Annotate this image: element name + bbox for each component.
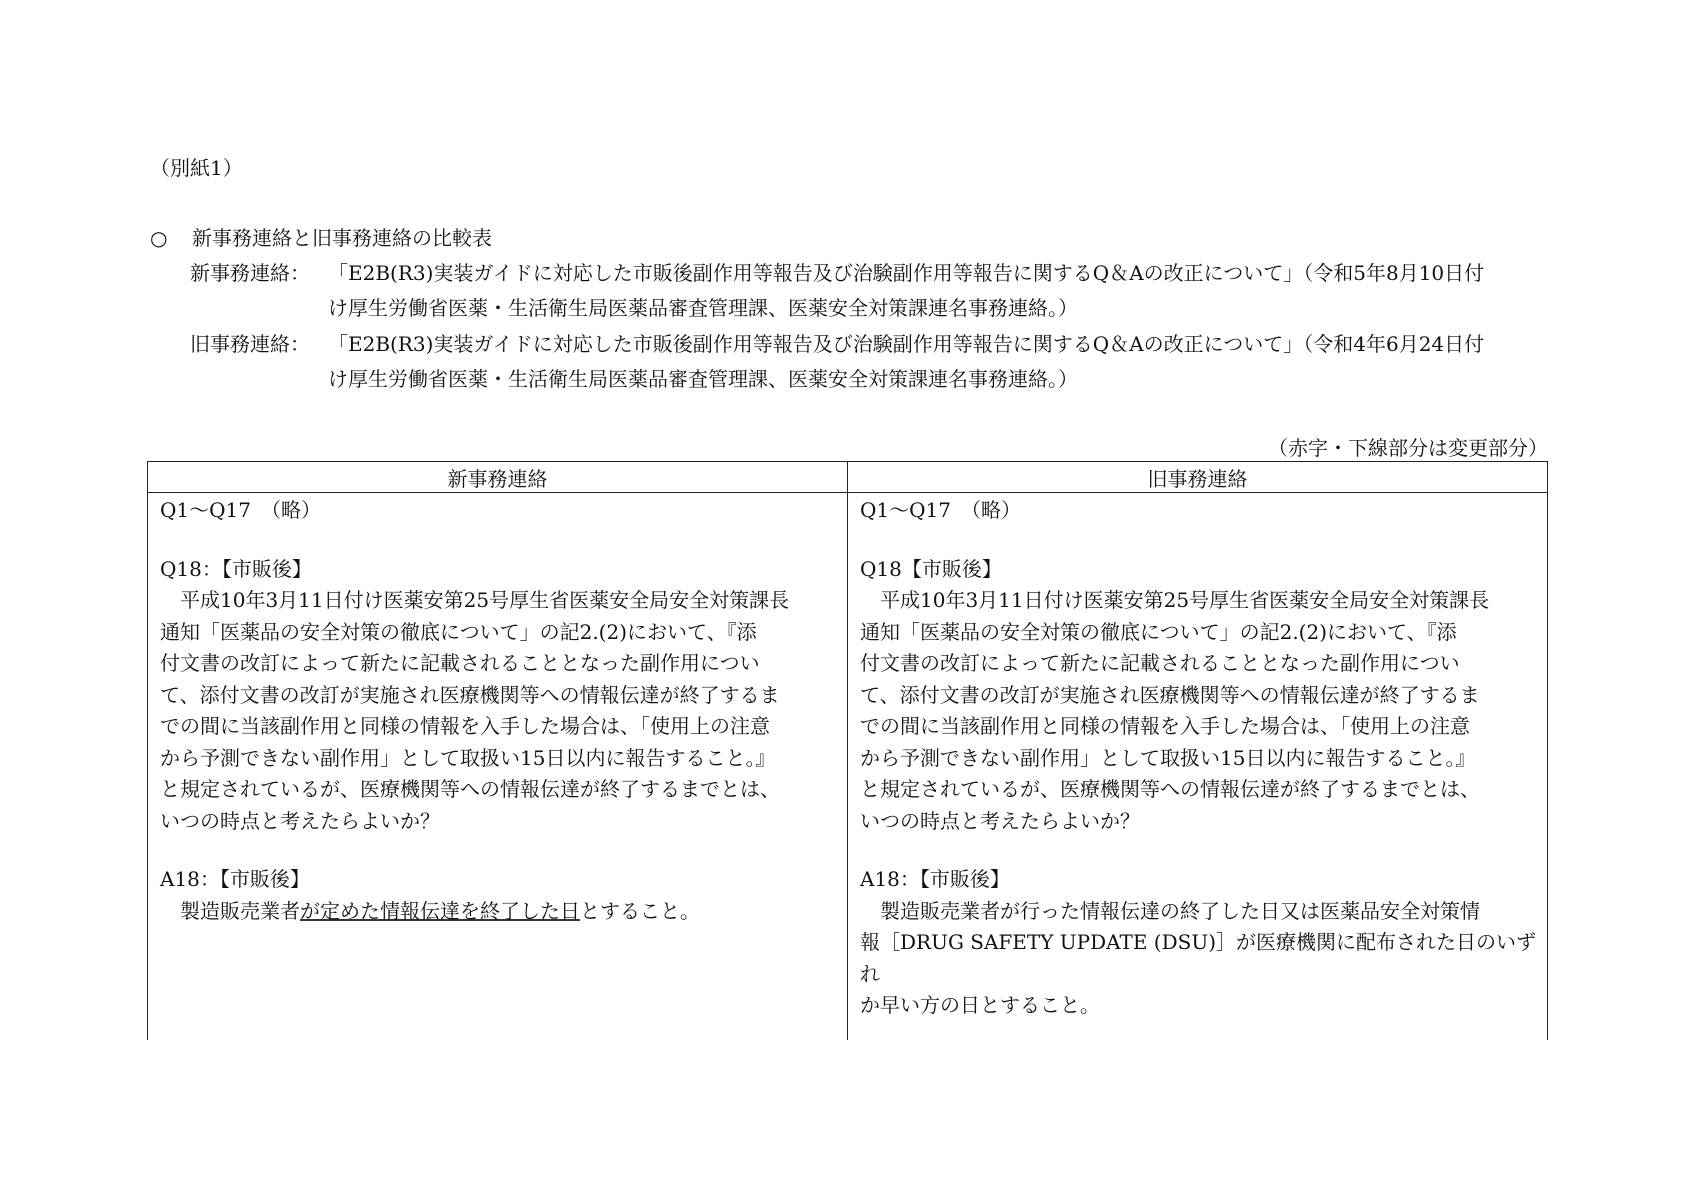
old-q18-line: と規定されているが、医療機関等への情報伝達が終了するまでとは、 [860,777,1480,801]
old-q18-line: 平成10年3月11日付け医薬安第25号厚生省医薬安全局安全対策課長 [880,588,1490,612]
comparison-table [147,461,1548,1040]
new-notice-label: 新事務連絡： [190,261,310,285]
old-q18-line: て、添付文書の改訂が実施され医療機関等への情報伝達が終了するま [860,682,1480,707]
table-header-row [148,462,1548,493]
old-q18-line: 通知「医薬品の安全対策の徹底について」の記2.(2)において、『添 [860,619,1457,644]
change-note: （赤字・下線部分は変更部分） [1268,436,1548,460]
old-notice-label: 旧事務連絡： [190,332,310,356]
circle-bullet-icon: ○ [150,226,168,250]
new-a18-label: A18：【市販後】 [160,867,310,891]
annex-label: （別紙1） [150,156,243,180]
new-a18-text-pre: 製造販売業者 [180,898,300,923]
old-a18-line: 報［DRUG SAFETY UPDATE (DSU)］が医療機関に配布された日のいずれ [860,930,1536,986]
new-notice-reference [190,257,1484,286]
new-q-range: Q1～Q17 （略） [160,498,321,522]
old-q18-line: での間に当該副作用と同様の情報を入手した場合は、「使用上の注意 [860,714,1470,738]
new-q18-line: から予測できない副作用」として取扱い15日以内に報告すること。』 [160,745,776,770]
new-q18-line: 付文書の改訂によって新たに記載されることとなった副作用につい [160,651,760,675]
old-notice-title-line2: け厚生労働省医薬・生活衛生局医薬品審査管理課、医薬安全対策課連名事務連絡。） [328,367,1078,391]
old-notice-reference [190,328,1484,357]
new-q18-line: と規定されているが、医療機関等への情報伝達が終了するまでとは、 [160,777,780,801]
new-q18-line: いつの時点と考えたらよいか？ [160,808,440,833]
old-q18-line: 付文書の改訂によって新たに記載されることとなった副作用につい [860,651,1460,675]
old-a18-label: A18：【市販後】 [860,867,1010,891]
new-notice-title-line1: 「E2B(R3)実装ガイドに対応した市販後副作用等報告及び治験副作用等報告に関するQ＆Aの改正について」（令和5年8月10日付 [328,261,1485,285]
new-a18-changed-text: が定めた情報伝達を終了した日 [300,898,580,923]
old-q-range: Q1～Q17 （略） [860,498,1021,522]
header-new-notice: 新事務連絡 [148,462,848,493]
new-a18-answer [160,896,837,928]
old-notice-title-line1: 「E2B(R3)実装ガイドに対応した市販後副作用等報告及び治験副作用等報告に関するQ＆Aの改正について」（令和4年6月24日付 [328,332,1485,356]
new-q18-line: 通知「医薬品の安全対策の徹底について」の記2.(2)において、『添 [160,619,757,644]
new-a18-text-post: とすること。 [580,898,700,923]
new-q18-line: での間に当該副作用と同様の情報を入手した場合は、「使用上の注意 [160,714,770,738]
old-q18-line: から予測できない副作用」として取扱い15日以内に報告すること。』 [860,745,1476,770]
new-q18-label: Q18：【市販後】 [160,556,312,581]
new-q18-line: て、添付文書の改訂が実施され医療機関等への情報伝達が終了するま [160,682,780,707]
old-a18-line: 製造販売業者が行った情報伝達の終了した日又は医薬品安全対策情 [880,898,1480,923]
new-notice-cell [148,493,848,1041]
document-heading [150,222,492,251]
old-notice-cell [848,493,1548,1041]
new-q18-line: 平成10年3月11日付け医薬安第25号厚生省医薬安全局安全対策課長 [180,588,790,612]
old-a18-line: か早い方の日とすること。 [860,993,1100,1017]
heading-title: 新事務連絡と旧事務連絡の比較表 [192,226,492,250]
old-q18-label: Q18【市販後】 [860,556,1002,581]
old-q18-line: いつの時点と考えたらよいか？ [860,808,1140,833]
new-notice-title-line2: け厚生労働省医薬・生活衛生局医薬品審査管理課、医薬安全対策課連名事務連絡。） [328,296,1078,320]
header-old-notice: 旧事務連絡 [848,462,1548,493]
table-row [148,493,1548,1041]
